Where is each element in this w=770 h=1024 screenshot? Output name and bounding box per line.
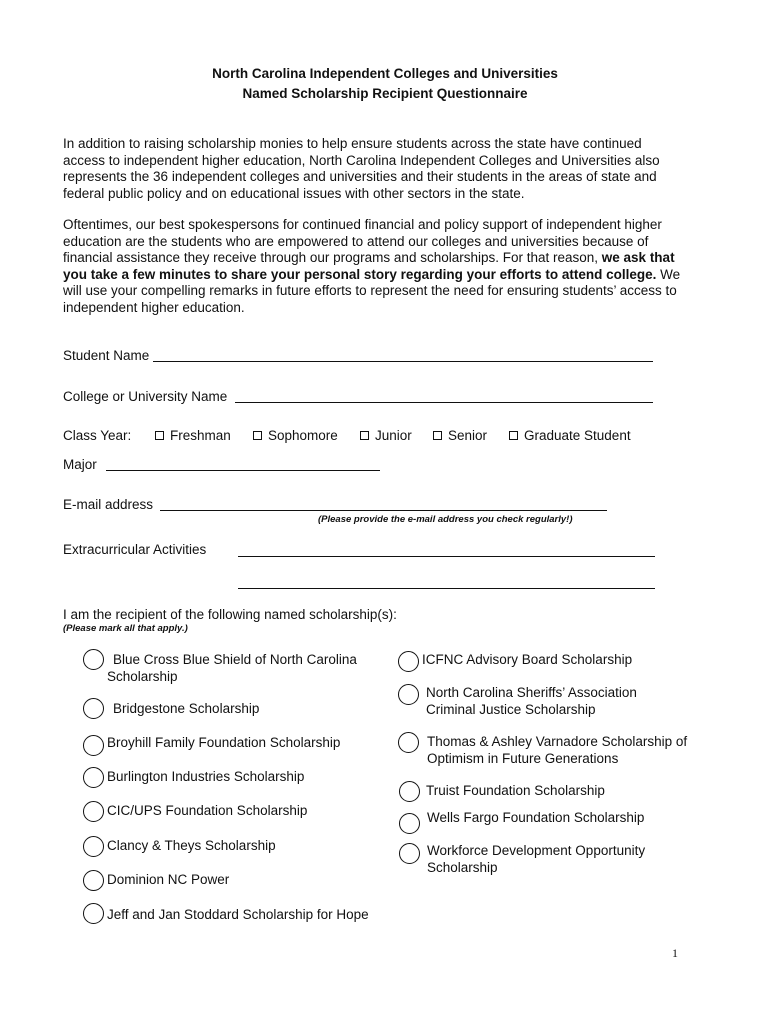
radio-circle-icon[interactable]	[83, 735, 104, 756]
major-label: Major	[63, 457, 97, 472]
intro-paragraph-2	[63, 217, 683, 316]
student-name-field[interactable]	[153, 361, 653, 362]
intro-paragraph-2-start: Oftentimes, our best spokespersons for continued financial and policy support of independent higher education are the students who are empowered to attend our colleges and universities because of financial assistance they receive through our programs and scholarships. For that reason,	[63, 217, 662, 265]
class-option-sophomore[interactable]	[253, 428, 338, 443]
radio-circle-icon[interactable]	[83, 767, 104, 788]
radio-circle-icon[interactable]	[83, 836, 104, 857]
radio-circle-icon[interactable]	[399, 781, 420, 802]
extracurricular-field-line-2[interactable]	[238, 588, 655, 589]
intro-paragraph-2-end: We will use your compelling remarks in future efforts to represent the need for ensuring students’ access to independent higher education.	[63, 266, 681, 315]
scholarship-label: Dominion NC Power	[107, 872, 230, 887]
radio-circle-icon[interactable]	[83, 903, 104, 924]
class-option-graduate[interactable]	[509, 428, 631, 443]
checkbox-icon[interactable]	[360, 431, 369, 440]
checkbox-icon[interactable]	[253, 431, 262, 440]
scholarship-label: Burlington Industries Scholarship	[107, 769, 305, 784]
radio-circle-icon[interactable]	[398, 684, 419, 705]
extracurricular-label: Extracurricular Activities	[63, 542, 207, 557]
intro-paragraph-2-bold: we ask that you take a few minutes to share your personal story regarding your efforts to attend college.	[63, 250, 675, 282]
checkbox-icon[interactable]	[433, 431, 442, 440]
scholarship-label: Broyhill Family Foundation Scholarship	[107, 735, 341, 750]
email-note: (Please provide the e-mail address you check regularly!)	[318, 514, 573, 525]
extracurricular-field-line-1[interactable]	[238, 556, 655, 557]
intro-paragraph-1: In addition to raising scholarship monies to help ensure students across the state have continued access to independent higher education, North Carolina Independent Colleges and Universities also represents the 36 independent colleges and universities and their students in the areas of state and federal public policy and on educational issues with other sectors in the state.	[63, 136, 660, 201]
class-option-label: Sophomore	[268, 428, 338, 443]
radio-circle-icon[interactable]	[83, 698, 104, 719]
major-field[interactable]	[106, 470, 380, 471]
page-title: North Carolina Independent Colleges and Universities	[212, 66, 558, 81]
scholarship-label: Wells Fargo Foundation Scholarship	[427, 810, 645, 825]
scholarship-label: CIC/UPS Foundation Scholarship	[107, 803, 308, 818]
class-option-freshman[interactable]	[155, 428, 231, 443]
class-option-senior[interactable]	[433, 428, 487, 443]
page-subtitle: Named Scholarship Recipient Questionnaire	[242, 86, 528, 101]
class-year-label: Class Year:	[63, 428, 132, 443]
radio-circle-icon[interactable]	[83, 870, 104, 891]
checkbox-icon[interactable]	[509, 431, 518, 440]
scholarship-label: Truist Foundation Scholarship	[426, 783, 605, 798]
student-name-label: Student Name	[63, 348, 150, 363]
radio-circle-icon[interactable]	[399, 813, 420, 834]
scholarships-note: (Please mark all that apply.)	[63, 623, 188, 634]
email-field[interactable]	[160, 510, 607, 511]
radio-circle-icon[interactable]	[83, 801, 104, 822]
scholarship-label: Thomas & Ashley Varnadore Scholarship of Optimism in Future Generations	[427, 734, 688, 766]
radio-circle-icon[interactable]	[399, 843, 420, 864]
scholarship-label: Blue Cross Blue Shield of North Carolina Scholarship	[107, 652, 357, 684]
scholarship-label: ICFNC Advisory Board Scholarship	[422, 652, 633, 667]
radio-circle-icon[interactable]	[398, 651, 419, 672]
class-option-label: Senior	[448, 428, 488, 443]
scholarship-label: North Carolina Sheriffs’ Association Criminal Justice Scholarship	[426, 685, 637, 717]
email-label: E-mail address	[63, 497, 154, 512]
class-option-label: Graduate Student	[524, 428, 631, 443]
page-number: 1	[672, 946, 678, 960]
scholarship-label: Clancy & Theys Scholarship	[107, 838, 276, 853]
college-name-field[interactable]	[235, 402, 653, 403]
scholarship-label: Bridgestone Scholarship	[113, 701, 260, 716]
scholarship-label: Jeff and Jan Stoddard Scholarship for Hope	[107, 907, 369, 922]
class-option-label: Junior	[375, 428, 412, 443]
checkbox-icon[interactable]	[155, 431, 164, 440]
scholarship-label: Workforce Development Opportunity Scholarship	[427, 843, 646, 875]
college-name-label: College or University Name	[63, 389, 228, 404]
class-option-junior[interactable]	[360, 428, 412, 443]
scholarships-intro: I am the recipient of the following named scholarship(s):	[63, 607, 397, 622]
class-option-label: Freshman	[170, 428, 231, 443]
radio-circle-icon[interactable]	[398, 732, 419, 753]
radio-circle-icon[interactable]	[83, 649, 104, 670]
